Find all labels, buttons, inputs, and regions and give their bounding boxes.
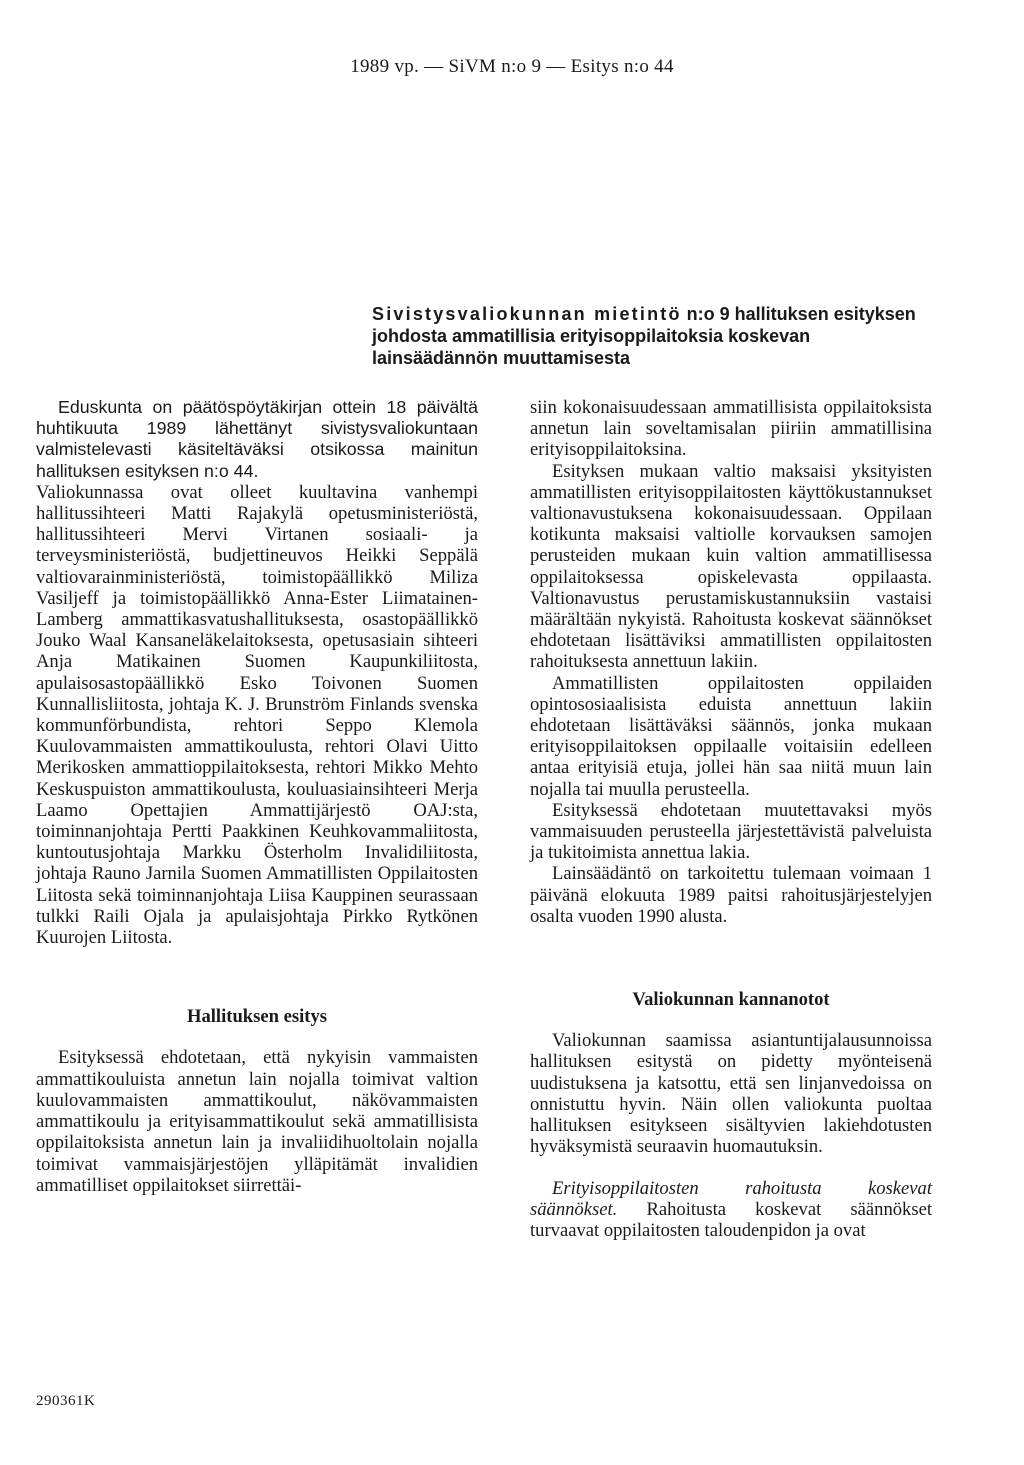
- financing-italic-lead: Erityisoppilaitosten rahoitusta koskevat säännökset.: [530, 1177, 932, 1220]
- left-column: [36, 397, 478, 1196]
- position-paragraph: Valiokunnan saamissa asiantuntijalausunnoissa hallituksen esitystä on pidetty myönteisenä uudistuksena ja katsottu, että sen linjanvedoissa on onnistuttu hyvin. Näin ollen valiokunta puoltaa hallituksen esitykseen sisältyvien lakiehdotusten hyväksymistä seuraavin huomautuksin.: [530, 1030, 932, 1158]
- entry-into-force-paragraph: Lainsäädäntö on tarkoitettu tulemaan voimaan 1 päivänä elokuuta 1989 paitsi rahoitusjärjestelyjen osalta vuoden 1990 alusta.: [530, 863, 932, 927]
- continuation-paragraph: siin kokonaisuudessaan ammatillisista oppilaitoksista annetun lain soveltamisalan piiriin ammatillisina erityisoppilaitoksina.: [530, 397, 932, 461]
- report-title: [372, 303, 940, 369]
- report-title-spaced: Sivistysvaliokunnan mietintö: [372, 304, 682, 324]
- experts-paragraph: Valiokunnassa ovat olleet kuultavina vanhempi hallitussihteeri Matti Rajakylä opetusministeriöstä, hallitussihteeri Mervi Virtanen sosiaali- ja terveysministeriöstä, budjettineuvos Heikki Seppälä valtiovarainministeriöstä, toimistopäällikkö Miliza Vasiljeff ja toimistopäällikkö Anna-Ester Liimatainen-Lamberg ammattikasvatushallituksesta, osastopäällikkö Jouko Waal Kansaneläkelaitoksesta, opetusasiain sihteeri Anja Matikainen Suomen Kaupunkiliitosta, apulaisosastopäällikkö Esko Toivonen Suomen Kunnallisliitosta, johtaja K. J. Brunström Finlands svenska kommunförbundista, rehtori Seppo Klemola Kuulovammaisten ammattikoulusta, rehtori Olavi Uitto Merikosken ammattioppilaitoksesta, rehtori Mikko Mehto Keskuspuiston ammattikoulusta, kouluasiainsihteeri Merja Laamo Opettajien Ammattijärjestö OAJ:sta, toiminnanjohtaja Pertti Paakkinen Keuhkovammaliitosta, kuntoutusjohtaja Markku Österholm Invalidiliitosta, johtaja Rauno Jarnila Suomen Ammatillisten Oppilaitosten Liitosta sekä toiminnanjohtaja Liisa Kauppinen seurassaan tulkki Raili Ojala ja apulaisjohtaja Pirkko Rytkönen Kuurojen Liitosta.: [36, 481, 478, 949]
- document-code: 290361K: [36, 1393, 96, 1409]
- proposal-paragraph: Esityksessä ehdotetaan, että nykyisin vammaisten ammattikouluista annetun lain nojalla toimivat valtion kuulovammaisten ammattikoulut, näkövammaisten ammattikoulu ja erityisammattikoulut sekä ammatillisista oppilaitoksista annetun lain ja invaliidihuoltolain nojalla toimivat vammaisjärjestöjen ylläpitämät invalidien ammatilliset oppilaitokset siirrettäi-: [36, 1047, 478, 1196]
- services-paragraph: Esityksessä ehdotetaan muutettavaksi myös vammaisuuden perusteella järjestettävistä palveluista ja tukitoimista annettua lakia.: [530, 799, 932, 864]
- report-title-rest: n:o 9 hallituksen esityksen johdosta ammatillisia erityisoppilaitoksia koskevan lainsäädännön muuttamisesta: [372, 304, 916, 368]
- financing-text: Rahoitusta koskevat säännökset turvaavat oppilaitosten taloudenpidon ja ovat: [530, 1198, 932, 1241]
- running-header: 1989 vp. — SiVM n:o 9 — Esitys n:o 44: [350, 56, 674, 77]
- heading-government-proposal: Hallituksen esitys: [187, 1006, 327, 1028]
- intro-paragraph: Eduskunta on päätöspöytäkirjan ottein 18 päivältä huhtikuuta 1989 lähettänyt sivistysvaliokuntaan valmistelevasti käsiteltäväksi otsikossa mainitun hallituksen esityksen n:o 44.: [36, 397, 478, 481]
- heading-committee-position: Valiokunnan kannanotot: [632, 989, 830, 1011]
- right-column: [530, 397, 932, 1241]
- financing-paragraph: [530, 1178, 932, 1242]
- payment-paragraph: Esityksen mukaan valtio maksaisi yksityisten ammatillisten erityisoppilaitosten käyttökustannukset valtionavustuksena kokonaisuudessaan. Oppilaan kotikunta maksaisi valtiolle korvauksen samojen perusteiden mukaan kuin valtion ammatillisessa oppilaitoksessa opiskelevasta oppilaasta. Valtionavustus perustamiskustannuksiin vastaisi määrältään nykyistä. Rahoitusta koskevat säännökset ehdotetaan lisättäviksi ammatillisten oppilaitosten rahoituksesta annettuun lakiin.: [530, 460, 932, 673]
- benefits-paragraph: Ammatillisten oppilaitosten oppilaiden opintososiaalisista eduista annettuun lakiin ehdotetaan lisättäväksi säännös, jonka mukaan erityisoppilaitoksen oppilaalle voitaisiin edelleen antaa erityisiä etuja, jollei hän saa niitä muun lain nojalla tai muulla perusteella.: [530, 672, 932, 800]
